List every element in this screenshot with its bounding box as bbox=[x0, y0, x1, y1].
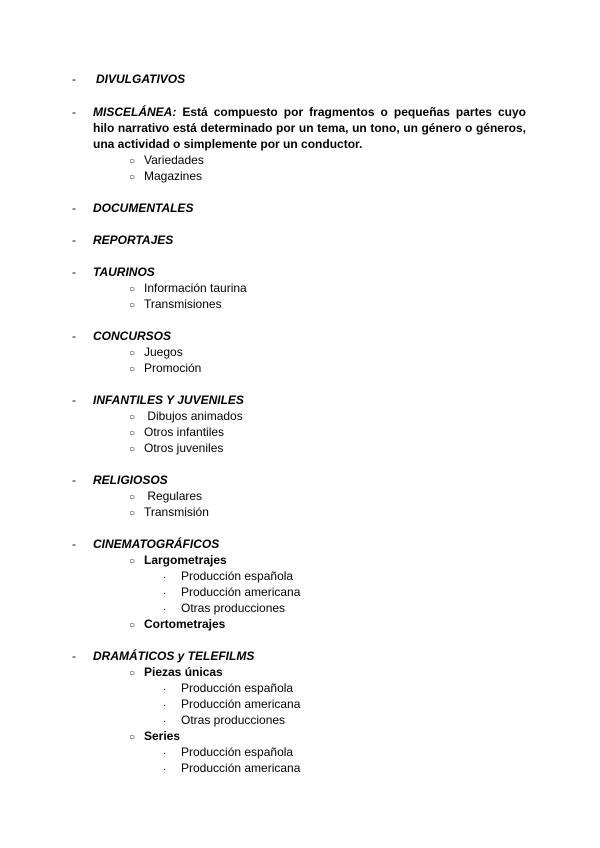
dash-bullet: - bbox=[72, 393, 76, 407]
circle-bullet: ○ bbox=[129, 284, 136, 295]
list-item: ○ Piezas únicas bbox=[129, 664, 223, 682]
list-item: ○ Otros juveniles bbox=[129, 440, 223, 458]
miscelanea-description: Está compuesto por fragmentos o pequeñas partes cuyo hilo narrativo está determinado por un tema, un tono, un género o géneros, una actividad o simplemente por un conductor. bbox=[93, 105, 526, 151]
dot-bullet: · bbox=[163, 716, 167, 727]
category-infantiles-juveniles: INFANTILES Y JUVENILES bbox=[93, 393, 244, 407]
category-cinematograficos: CINEMATOGRÁFICOS bbox=[93, 537, 220, 551]
category-religiosos: RELIGIOSOS bbox=[93, 473, 168, 487]
circle-bullet: ○ bbox=[129, 492, 136, 503]
dash-bullet: - bbox=[72, 537, 76, 551]
dot-bullet: · bbox=[163, 700, 167, 711]
list-item: ○ Magazines bbox=[129, 168, 202, 186]
dot-bullet: · bbox=[163, 588, 167, 599]
dash-bullet: - bbox=[72, 329, 76, 343]
circle-bullet: ○ bbox=[129, 620, 136, 631]
dash-bullet: - bbox=[72, 72, 76, 86]
dash-bullet: - bbox=[72, 105, 76, 119]
list-item: ○ Cortometrajes bbox=[129, 616, 225, 634]
list-item: ○ Otros infantiles bbox=[129, 424, 224, 442]
list-item: ○ Transmisión bbox=[129, 504, 209, 522]
dash-bullet: - bbox=[72, 265, 76, 279]
dash-bullet: - bbox=[72, 201, 76, 215]
circle-bullet: ○ bbox=[129, 556, 136, 567]
miscelanea-paragraph bbox=[93, 104, 526, 152]
category-concursos: CONCURSOS bbox=[93, 329, 172, 343]
list-item: ○ Largometrajes bbox=[129, 552, 227, 570]
list-item: · Producción americana bbox=[163, 696, 300, 714]
list-item: · Producción española bbox=[163, 680, 293, 698]
dash-bullet: - bbox=[72, 473, 76, 487]
circle-bullet: ○ bbox=[129, 732, 136, 743]
circle-bullet: ○ bbox=[129, 508, 136, 519]
dot-bullet: · bbox=[163, 748, 167, 759]
dot-bullet: · bbox=[163, 604, 167, 615]
circle-bullet: ○ bbox=[129, 668, 136, 679]
circle-bullet: ○ bbox=[129, 348, 136, 359]
dash-bullet: - bbox=[72, 649, 76, 663]
category-reportajes: REPORTAJES bbox=[93, 233, 174, 247]
category-dramaticos-telefilms: DRAMÁTICOS y TELEFILMS bbox=[93, 649, 255, 663]
list-item: ○ Información taurina bbox=[129, 280, 247, 298]
list-item: · Producción española bbox=[163, 744, 293, 762]
dot-bullet: · bbox=[163, 572, 167, 583]
list-item: · Producción americana bbox=[163, 760, 300, 778]
list-item: · Producción española bbox=[163, 568, 293, 586]
category-documentales: DOCUMENTALES bbox=[93, 201, 194, 215]
circle-bullet: ○ bbox=[129, 172, 136, 183]
list-item: ○ Series bbox=[129, 728, 180, 746]
circle-bullet: ○ bbox=[129, 156, 136, 167]
list-item: ○ Variedades bbox=[129, 152, 204, 170]
dot-bullet: · bbox=[163, 684, 167, 695]
list-item: ○ Juegos bbox=[129, 344, 183, 362]
list-item: ○ Transmisiones bbox=[129, 296, 222, 314]
list-item: ○ Promoción bbox=[129, 360, 201, 378]
circle-bullet: ○ bbox=[129, 428, 136, 439]
category-divulgativos: DIVULGATIVOS bbox=[96, 72, 186, 86]
dash-bullet: - bbox=[72, 233, 76, 247]
list-item: ○ Dibujos animados bbox=[129, 408, 243, 426]
list-item: · Producción americana bbox=[163, 584, 300, 602]
list-item: · Otras producciones bbox=[163, 712, 285, 730]
category-miscelanea: MISCELÁNEA: bbox=[93, 105, 177, 119]
list-item: · Otras producciones bbox=[163, 600, 285, 618]
circle-bullet: ○ bbox=[129, 300, 136, 311]
list-item: ○ Regulares bbox=[129, 488, 202, 506]
circle-bullet: ○ bbox=[129, 444, 136, 455]
circle-bullet: ○ bbox=[129, 364, 136, 375]
dot-bullet: · bbox=[163, 764, 167, 775]
circle-bullet: ○ bbox=[129, 412, 136, 423]
category-taurinos: TAURINOS bbox=[93, 265, 155, 279]
